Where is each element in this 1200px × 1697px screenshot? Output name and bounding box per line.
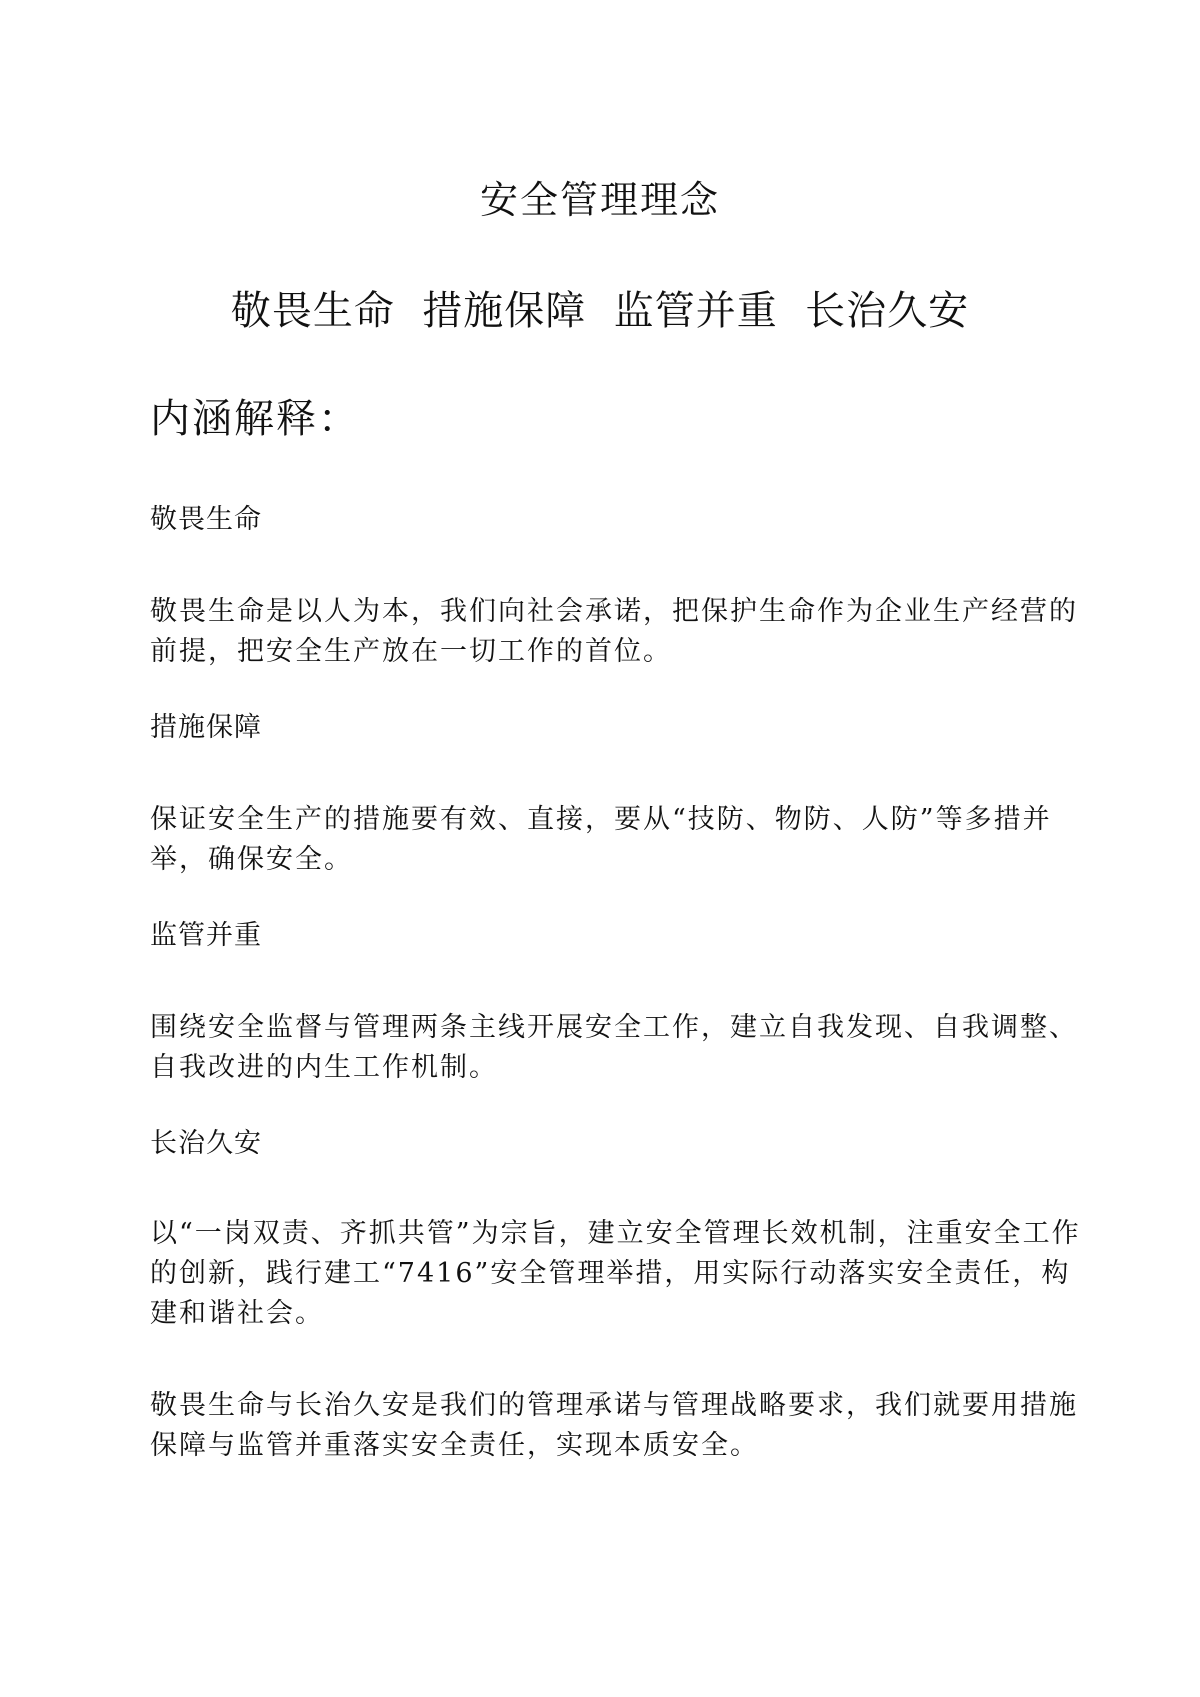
slogan: 敬畏生命 措施保障 监管并重 长治久安 xyxy=(230,288,970,334)
closing-paragraph: 敬畏生命与长治久安是我们的管理承诺与管理战略要求，我们就要用措施保障与监管并重落实安全责任，实现本质安全。 xyxy=(150,1390,1078,1461)
content-body xyxy=(150,500,1090,1466)
item-title: 长治久安 xyxy=(150,1128,262,1159)
item-title: 监管并重 xyxy=(150,920,262,951)
item-body: 以“一岗双责、齐抓共管”为宗旨，建立安全管理长效机制，注重安全工作的创新，践行建工“7416”安全管理举措，用实际行动落实安全责任，构建和谐社会。 xyxy=(150,1218,1081,1329)
section-heading: 内涵解释： xyxy=(150,396,360,442)
item-title: 敬畏生命 xyxy=(150,504,262,535)
document-title: 安全管理理念 xyxy=(479,178,720,222)
item-title: 措施保障 xyxy=(150,712,262,743)
item-body: 保证安全生产的措施要有效、直接，要从“技防、物防、人防”等多措并举，确保安全。 xyxy=(150,804,1052,875)
item-body: 围绕安全监督与管理两条主线开展安全工作，建立自我发现、自我调整、自我改进的内生工作机制。 xyxy=(150,1012,1078,1083)
item-body: 敬畏生命是以人为本，我们向社会承诺，把保护生命作为企业生产经营的前提，把安全生产放在一切工作的首位。 xyxy=(150,596,1078,667)
